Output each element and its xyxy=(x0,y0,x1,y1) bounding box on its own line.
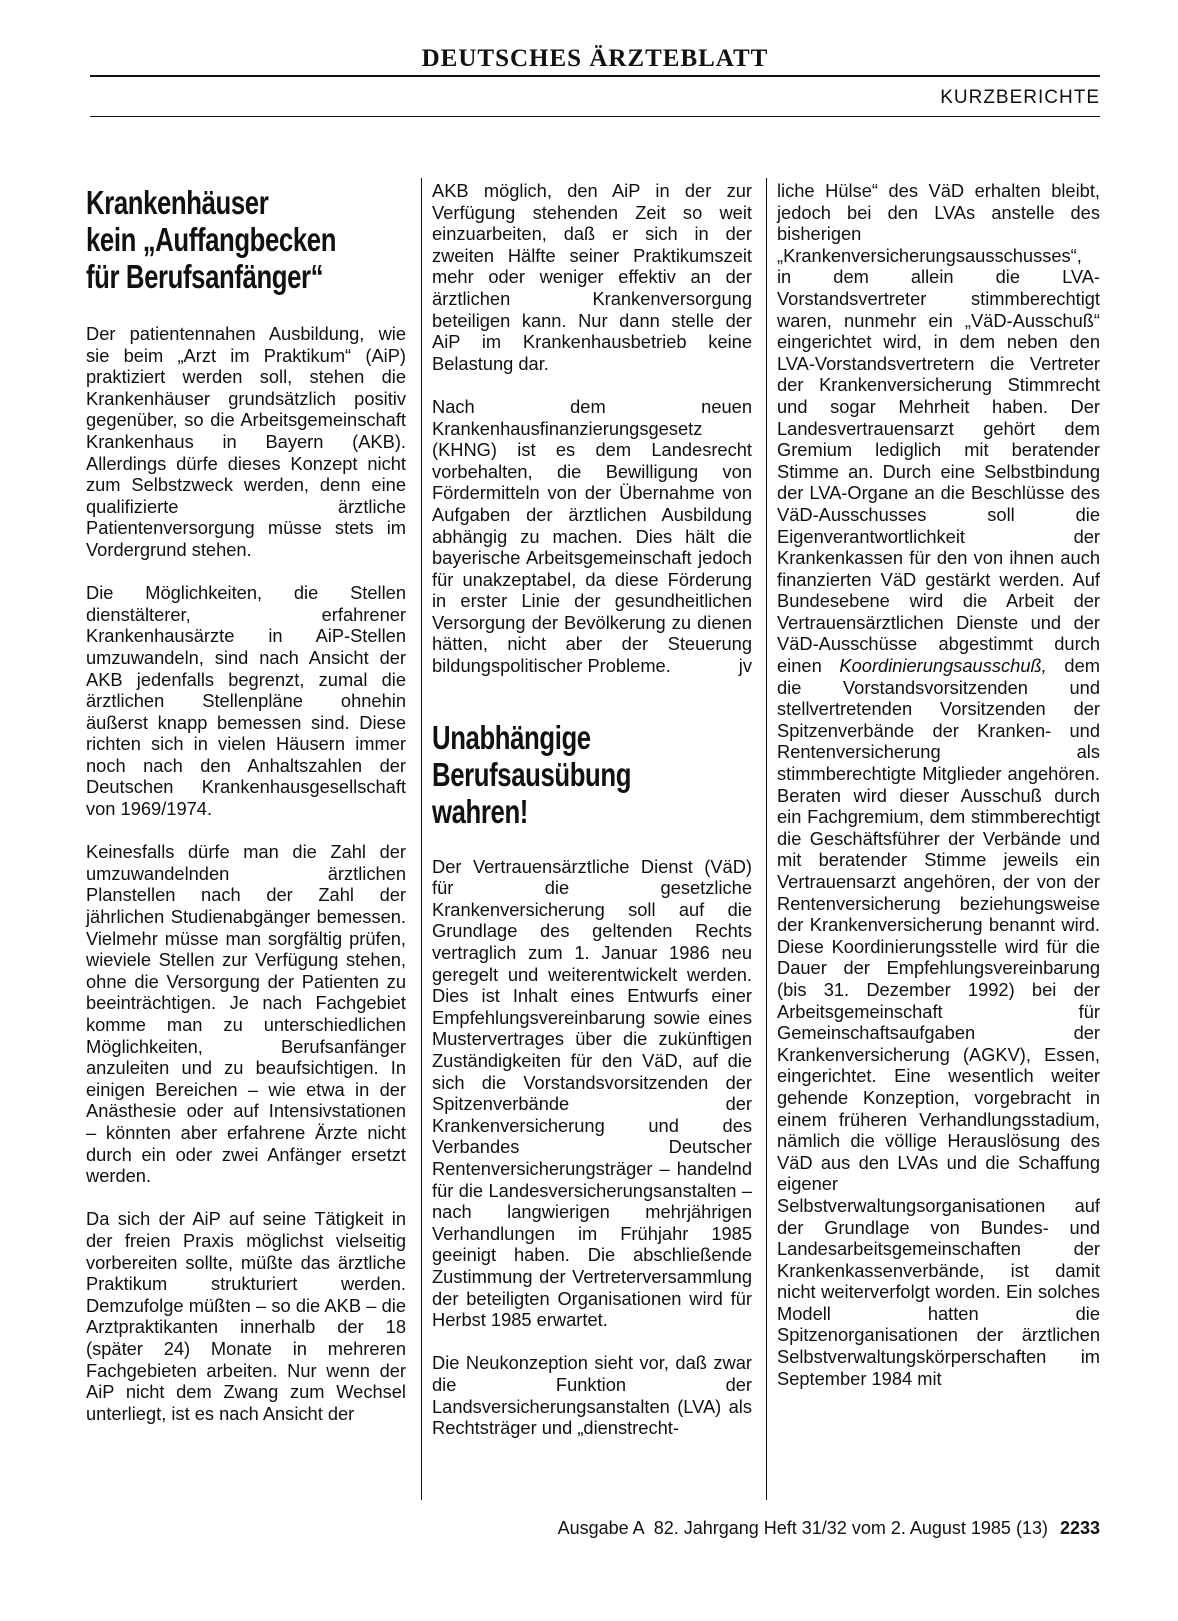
article-1-paragraph: Keinesfalls dürfe man die Zahl der umzuwandelnden ärztlichen Planstellen nach der Zahl der jährlichen Studienabgänger bemessen. Vielmehr müsse man sorgfältig prüfen, wieviele Stellen zur Verfügung stehen, ohne die Versorgung der Patienten zu beeinträchtigen. Je nach Fachgebiet komme man zu unterschiedlichen Möglichkeiten, Berufsanfänger anzuleiten und zu beaufsichtigen. In einigen Bereichen – wie etwa in der Anästhesie oder auf Intensivstationen – könnten aber erfahrene Ärzte nicht durch ein oder zwei Anfänger ersetzt werden. xyxy=(86,841,406,1187)
article-1-paragraph: Der patientennahen Ausbildung, wie sie beim „Arzt im Praktikum“ (AiP) praktiziert werden soll, stehen die Krankenhäuser grundsätzlich positiv gegenüber, so die Arbeitsgemeinschaft Krankenhaus in Bayern (AKB). Allerdings dürfe dieses Konzept nicht zum Selbstzweck werden, denn eine qualifizierte ärztliche Patientenversorgung müsse stets im Vordergrund stehen. xyxy=(86,323,406,560)
section-rule xyxy=(90,116,1100,117)
article-1-paragraph-text: Nach dem neuen Krankenhausfinanzierungsgesetz (KHNG) ist es dem Landesrecht vorbehalten, die Bewilligung von Fördermitteln von der Übernahme von Aufgaben der ärztlichen Ausbildung abhängig zu machen. Dies hält die bayerische Arbeitsgemeinschaft jedoch für unakzeptabel, da diese Förderung in erster Linie der gesundheitlichen Versorgung der Bevölkerung zu dienen hätten, nicht aber der Steuerung bildungspolitischer Probleme. xyxy=(432,395,752,677)
section-label: KURZBERICHTE xyxy=(940,87,1100,108)
article-2-headline xyxy=(432,719,751,830)
issue-info: Ausgabe A 82. Jahrgang Heft 31/32 vom 2. August 1985 (13) xyxy=(557,1518,1048,1538)
headline-line: Berufsausübung xyxy=(432,755,632,793)
headline-line: Krankenhäuser xyxy=(86,184,269,221)
article-2-text: liche Hülse“ des VäD erhalten bleibt, jedoch bei den LVAs anstelle des bisherigen „Krankenversicherungsausschusses“, in dem allein die LVA-Vorstandsvertreter stimmberechtigt waren, nunmehr ein „VäD-Ausschuß“ eingerichtet wird, in dem neben den LVA-Vorstandsvertretern die Vertreter der Krankenversicherung Stimmrecht und sogar Mehrheit haben. Der Landesvertrauensarzt gehört dem Gremium lediglich mit beratender Stimme an. Durch eine Selbstbindung der LVA-Organe an die Beschlüsse des VäD-Ausschusses soll die Eigenverantwortlichkeit der Krankenkassen für den von ihnen auch finanzierten VäD gestärkt werden. Auf Bundesebene wird die Arbeit der Vertrauensärztlichen Dienste und der VäD-Ausschüsse abgestimmt durch einen xyxy=(777,180,1100,677)
article-2-italic-term: Koordinierungsausschuß, xyxy=(839,655,1047,677)
article-2-paragraph xyxy=(777,180,1100,1389)
column-divider xyxy=(421,178,422,1500)
article-2-paragraph: Die Neukonzeption sieht vor, daß zwar die Funktion der Landsversicherungsanstalten (LVA) als Rechtsträger und „dienstrecht- xyxy=(432,1352,752,1439)
article-1-paragraph: AKB möglich, den AiP in der zur Verfügung stehenden Zeit so weit einzuarbeiten, daß er sich in der zweiten Hälfte seiner Praktikumszeit mehr oder weniger effektiv an der ärztlichen Krankenversorgung beteiligen kann. Nur dann stelle der AiP im Krankenhausbetrieb keine Belastung dar. xyxy=(432,180,752,374)
masthead-rule xyxy=(90,75,1100,77)
article-1-paragraph: Die Möglichkeiten, die Stellen dienstälterer, erfahrener Krankenhausärzte in AiP-Stellen umzuwandeln, sind nach Ansicht der AKB jedenfalls begrenzt, zumal die ärztlichen Stellenpläne ohnehin äußerst knapp bemessen sind. Diese richten sich in vielen Häusern immer noch nach den Anhaltszahlen der Deutschen Krankenhausgesellschaft von 1969/1974. xyxy=(86,582,406,820)
headline-line: wahren! xyxy=(432,792,528,830)
article-1-headline xyxy=(86,184,405,295)
article-1-paragraph: Da sich der AiP auf seine Tätigkeit in der freien Praxis möglichst vielseitig vorbereiten sollte, müßte das ärztliche Praktikum strukturiert werden. Demzufolge müßten – so die AKB – die Arztpraktikanten innerhalb der 18 (später 24) Monate in mehreren Fachgebieten arbeiten. Nur wenn der AiP nicht dem Zwang zum Wechsel unterliegt, ist es nach Ansicht der xyxy=(86,1208,406,1424)
article-2-text: dem die Vorstandsvorsitzenden und stellvertretenden Vorsitzenden der Spitzenverbände der Kranken- und Rentenversicherung als stimmberechtigte Mitglieder angehören. Beraten wird dieser Ausschuß durch ein Fachgremium, dem stimmberechtigt die Geschäftsführer der Verbände und mit beratender Stimme jeweils ein Vertrauensarzt angehören, der von der Rentenversicherung beziehungsweise der Krankenversicherung benannt wird. Diese Koordinierungsstelle wird für die Dauer der Empfehlungsvereinbarung (bis 31. Dezember 1992) bei der Arbeitsgemeinschaft für Gemeinschaftsaufgaben der Krankenversicherung (AGKV), Essen, eingerichtet. Eine wesentlich weiter gehende Konzeption, vorgebracht in einem früheren Verhandlungsstadium, nämlich die völlige Herauslösung des VäD aus den LVAs und die Schaffung eigener Selbstverwaltungsorganisationen auf der Grundlage von Bundes- und Landesarbeitsgemeinschaften der Krankenkassenverbände, ist damit nicht weiterverfolgt worden. Ein solches Modell hatten die Spitzenorganisationen der ärztlichen Selbstverwaltungskörperschaften im September 1984 mit xyxy=(777,655,1100,1389)
author-signature: jv xyxy=(738,655,752,677)
page-number: 2233 xyxy=(1059,1518,1100,1538)
page-footer xyxy=(90,1516,1100,1540)
column-3 xyxy=(777,180,1100,1411)
column-divider xyxy=(766,178,767,1500)
article-2-paragraph: Der Vertrauensärztliche Dienst (VäD) für die gesetzliche Krankenversicherung soll auf die Grundlage des geltenden Rechts vertraglich zum 1. Januar 1986 neu geregelt und weiterentwickelt werden. Dies ist Inhalt eines Entwurfs einer Empfehlungsvereinbarung sowie eines Mustervertrages über die zukünftigen Zuständigkeiten für den VäD, auf die sich die Vorstandsvorsitzenden der Spitzenverbände der Krankenversicherung und des Verbandes Deutscher Rentenversicherungsträger – handelnd für die Landesversicherungsanstalten – nach langwierigen mehrjährigen Verhandlungen im Frühjahr 1985 geeinigt haben. Die abschließende Zustimmung der Vertreterversammlung der beteiligten Organisationen wird für Herbst 1985 erwartet. xyxy=(432,855,752,1331)
column-2 xyxy=(432,180,752,1439)
masthead: DEUTSCHES ÄRZTEBLATT xyxy=(421,45,769,72)
headline-line: für Berufsanfänger“ xyxy=(86,258,324,295)
headline-line: Unabhängige xyxy=(432,718,591,756)
article-1-paragraph xyxy=(432,396,752,677)
headline-line: kein „Auffangbecken xyxy=(86,221,337,258)
column-1 xyxy=(86,180,406,1446)
